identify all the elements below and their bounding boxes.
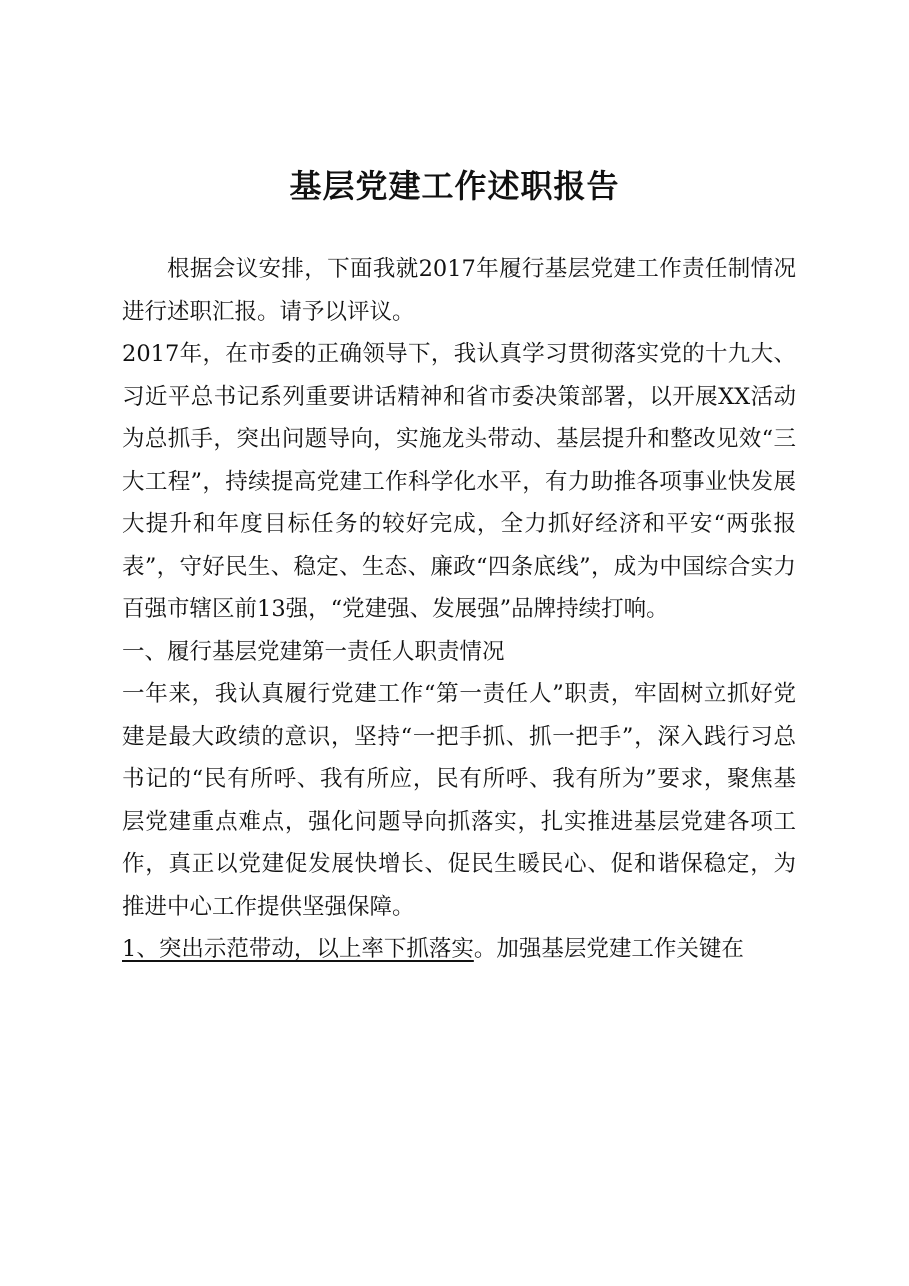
- document-title: 基层党建工作述职报告: [289, 167, 620, 205]
- item-paragraph: [122, 928, 796, 971]
- section-heading: 一、履行基层党建第一责任人职责情况: [122, 638, 505, 665]
- overview-paragraph: 2017年，在市委的正确领导下，我认真学习贯彻落实党的十九大、习近平总书记系列重要讲话精神和省市委决策部署，以开展XX活动为总抓手，突出问题导向，实施龙头带动、基层提升和整改见效“三大工程”，持续提高党建工作科学化水平，有力助推各项事业快发展大提升和年度目标任务的较好完成，全力抓好经济和平安“两张报表”，守好民生、稳定、生态、廉政“四条底线”，成为中国综合实力百强市辖区前13强，“党建强、发展强”品牌持续打响。: [122, 341, 796, 622]
- section-paragraph: 一年来，我认真履行党建工作“第一责任人”职责，牢固树立抓好党建是最大政绩的意识，坚持“一把手抓、抓一把手”，深入践行习总书记的“民有所呼、我有所应，民有所呼、我有所为”要求，聚焦基层党建重点难点，强化问题导向抓落实，扎实推进基层党建各项工作，真正以党建促发展快增长、促民生暖民心、促和谐保稳定，为推进中心工作提供坚强保障。: [122, 681, 796, 920]
- intro-paragraph: 根据会议安排，下面我就2017年履行基层党建工作责任制情况进行述职汇报。请予以评议。: [122, 256, 796, 325]
- item-heading: 1、突出示范带动，以上率下抓落实: [122, 936, 474, 962]
- document-body: [122, 248, 796, 971]
- item-text: 。加强基层党建工作关键在: [473, 936, 744, 962]
